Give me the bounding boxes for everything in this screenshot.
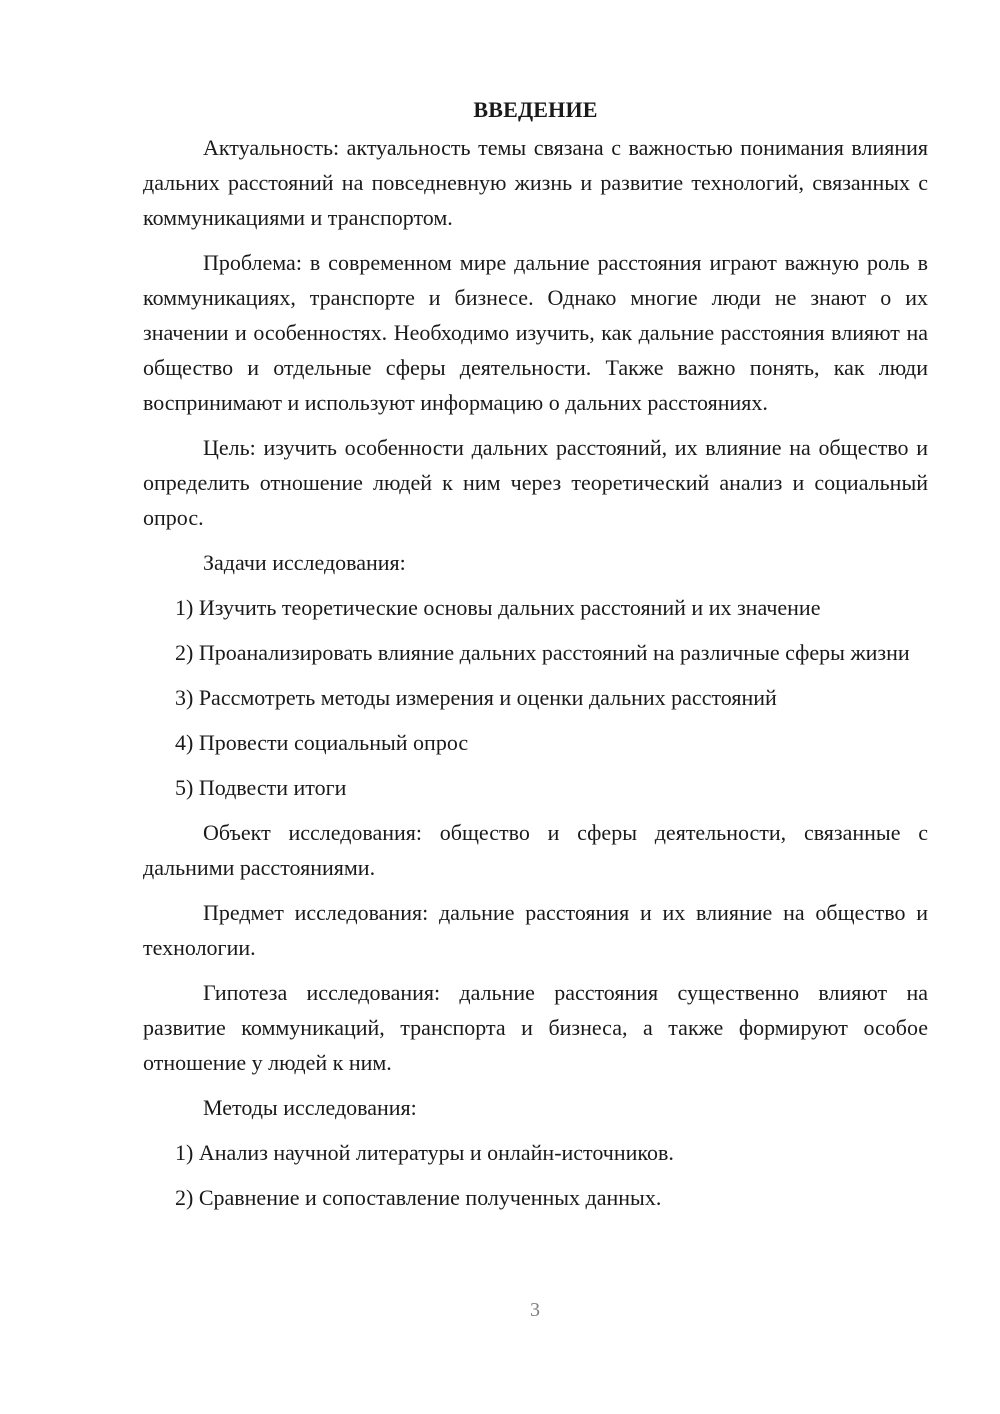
- task-item-3: 3) Рассмотреть методы измерения и оценки дальних расстояний: [175, 685, 777, 710]
- method-item-2: 2) Сравнение и сопоставление полученных данных.: [175, 1185, 662, 1210]
- page-number: 3: [530, 1299, 540, 1321]
- relevance-paragraph: Актуальность: актуальность темы связана с важностью понимания влияния дальних расстояний на повседневную жизнь и развитие технологий, связанных с коммуникациями и транспортом.: [143, 135, 928, 230]
- method-item-1: 1) Анализ научной литературы и онлайн-источников.: [175, 1140, 674, 1165]
- task-item-1: 1) Изучить теоретические основы дальних расстояний и их значение: [175, 595, 821, 620]
- tasks-title: Задачи исследования:: [203, 550, 406, 575]
- section-heading: ВВЕДЕНИЕ: [473, 97, 598, 122]
- document-page: [143, 92, 928, 1225]
- task-item-5: 5) Подвести итоги: [175, 775, 347, 800]
- task-item-4: 4) Провести социальный опрос: [175, 730, 469, 755]
- methods-title: Методы исследования:: [203, 1095, 417, 1120]
- object-paragraph: Объект исследования: общество и сферы деятельности, связанные с дальними расстояниями.: [143, 820, 928, 880]
- subject-paragraph: Предмет исследования: дальние расстояния и их влияние на общество и технологии.: [143, 900, 928, 960]
- hypothesis-paragraph: Гипотеза исследования: дальние расстояния существенно влияют на развитие коммуникаций, транспорта и бизнеса, а также формируют особое отношение у людей к ним.: [143, 980, 928, 1075]
- task-item-2: 2) Проанализировать влияние дальних расстояний на различные сферы жизни: [175, 640, 910, 665]
- problem-paragraph: Проблема: в современном мире дальние расстояния играют важную роль в коммуникациях, транспорте и бизнесе. Однако многие люди не знают о их значении и особенностях. Необходимо изучить, как дальние расстояния влияют на общество и отдельные сферы деятельности. Также важно понять, как люди воспринимают и используют информацию о дальних расстояниях.: [143, 250, 928, 415]
- goal-paragraph: Цель: изучить особенности дальних расстояний, их влияние на общество и определить отношение людей к ним через теоретический анализ и социальный опрос.: [143, 435, 928, 530]
